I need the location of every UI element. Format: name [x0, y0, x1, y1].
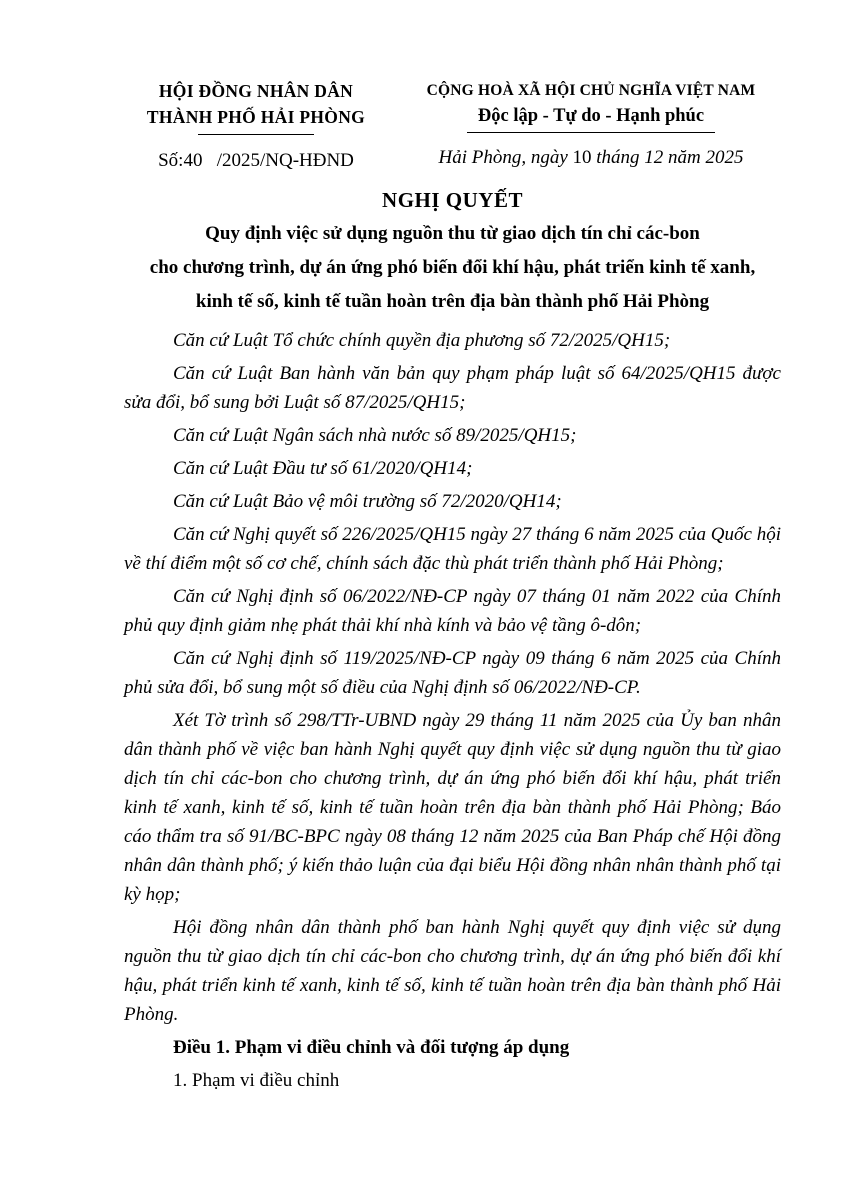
document-type-heading: NGHỊ QUYẾT	[382, 188, 523, 212]
country-name-line: CỘNG HOÀ XÃ HỘI CHỦ NGHĨA VIỆT NAM	[426, 82, 756, 99]
legal-basis-paragraph-4: Căn cứ Luật Đầu tư số 61/2020/QH14;	[173, 458, 473, 479]
legal-basis-paragraph-8: Căn cứ Nghị định số 119/2025/NĐ-CP ngày 09 tháng 6 năm 2025 của Chính phủ sửa đổi, bổ sung một số điều của Nghị định số 06/2022/NĐ-CP.	[124, 648, 781, 698]
legal-basis-paragraph-3: Căn cứ Luật Ngân sách nhà nước số 89/2025/QH15;	[173, 425, 577, 446]
legal-basis-paragraph-5: Căn cứ Luật Bảo vệ môi trường số 72/2020/QH14;	[173, 491, 562, 512]
motto-underline-rule	[467, 132, 715, 133]
issuing-org-block	[120, 78, 392, 173]
document-title-line-1: Quy định việc sử dụng nguồn thu từ giao dịch tín chỉ các-bon	[205, 223, 700, 244]
date-suffix: tháng 12 năm 2025	[591, 147, 744, 168]
document-title-line-3: kinh tế số, kinh tế tuần hoàn trên địa bàn thành phố Hải Phòng	[195, 291, 710, 312]
document-title	[124, 217, 781, 319]
article-1-heading: Điều 1. Phạm vi điều chỉnh và đối tượng áp dụng	[173, 1037, 570, 1058]
national-motto-block	[396, 78, 786, 170]
place-and-date-line	[396, 146, 786, 170]
date-day: 10	[572, 147, 592, 168]
legal-basis-paragraph-1: Căn cứ Luật Tổ chức chính quyền địa phương số 72/2025/QH15;	[173, 330, 671, 351]
date-prefix: Hải Phòng, ngày	[438, 147, 573, 168]
legal-basis-paragraph-6: Căn cứ Nghị quyết số 226/2025/QH15 ngày 27 tháng 6 năm 2025 của Quốc hội về thí điểm một số cơ chế, chính sách đặc thù phát triển thành phố Hải Phòng;	[124, 524, 781, 574]
legal-basis-paragraph-2: Căn cứ Luật Ban hành văn bản quy phạm pháp luật số 64/2025/QH15 được sửa đổi, bổ sung bởi Luật số 87/2025/QH15;	[124, 363, 781, 413]
clause-1-heading: 1. Phạm vi điều chỉnh	[173, 1070, 340, 1091]
document-title-line-2: cho chương trình, dự án ứng phó biến đổi khí hậu, phát triển kinh tế xanh,	[149, 257, 756, 278]
legal-basis-paragraph-7: Căn cứ Nghị định số 06/2022/NĐ-CP ngày 07 tháng 01 năm 2022 của Chính phủ quy định giảm nhẹ phát thải khí nhà kính và bảo vệ tầng ô-dôn;	[124, 586, 781, 636]
enactment-paragraph: Hội đồng nhân dân thành phố ban hành Nghị quyết quy định việc sử dụng nguồn thu từ giao dịch tín chỉ các-bon cho chương trình, dự án ứng phó biến đổi khí hậu, phát triển kinh tế xanh, kinh tế số, kinh tế tuần hoàn trên địa bàn thành phố Hải Phòng.	[124, 917, 781, 1025]
org-underline-rule	[198, 134, 314, 135]
title-block	[124, 188, 781, 319]
proposal-review-paragraph: Xét Tờ trình số 298/TTr-UBND ngày 29 tháng 11 năm 2025 của Ủy ban nhân dân thành phố về việc ban hành Nghị quyết quy định việc sử dụng nguồn thu từ giao dịch tín chỉ các-bon cho chương trình, dự án ứng phó biến đổi khí hậu, phát triển kinh tế xanh, kinh tế số, kinh tế tuần hoàn trên địa bàn thành phố Hải Phòng; Báo cáo thẩm tra số 91/BC-BPC ngày 08 tháng 12 năm 2025 của Ban Pháp chế Hội đồng nhân dân thành phố; ý kiến thảo luận của đại biểu Hội đồng nhân nhân thành phố tại kỳ họp;	[124, 710, 781, 905]
motto-line: Độc lập - Tự do - Hạnh phúc	[477, 106, 705, 126]
org-name-line-1: HỘI ĐỒNG NHÂN DÂN	[158, 81, 354, 101]
org-name-line-2: THÀNH PHỐ HẢI PHÒNG	[146, 107, 366, 127]
document-body	[124, 326, 781, 1099]
document-number: Số:40 /2025/NQ-HĐND	[158, 150, 354, 171]
